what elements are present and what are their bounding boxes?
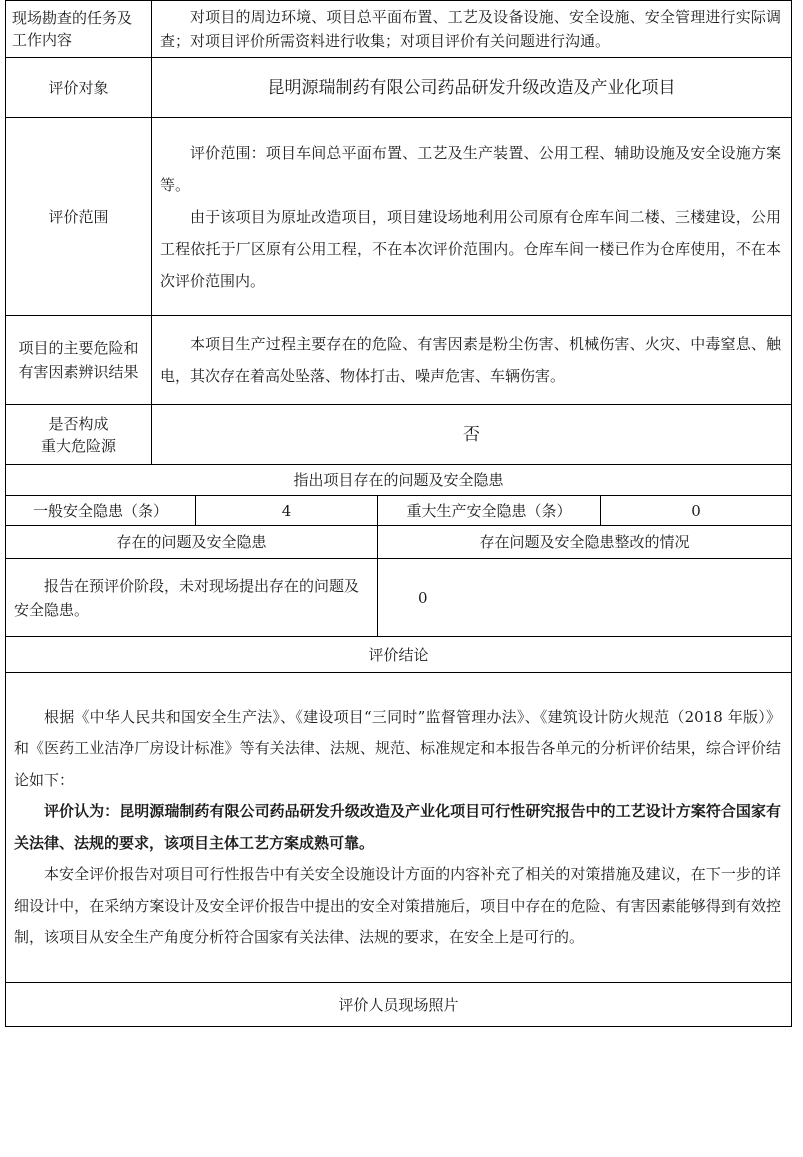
photos-header: 评价人员现场照片 — [6, 983, 792, 1027]
scope-paragraph-2: 由于该项目为原址改造项目，项目建设场地利用公司原有仓库车间二楼、三楼建设，公用工程依托于厂区原有公用工程，不在本次评价范围内。仓库车间一楼已作为仓库使用，不在本次评价范围内。 — [160, 207, 782, 290]
row-hazards — [6, 316, 792, 405]
task-text: 对项目的周边环境、项目总平面布置、工艺及设备设施、安全设施、安全管理进行实际调查；对项目评价所需资料进行收集；对项目评价有关问题进行沟通。 — [160, 8, 782, 50]
row-issue-columns — [6, 526, 792, 559]
row-task — [6, 1, 792, 58]
major-hazard-label-line2: 重大危险源 — [40, 436, 116, 455]
row-issue-details — [6, 559, 792, 637]
conclusion-body — [6, 673, 792, 983]
major-hazard-count-label: 重大生产安全隐患（条） — [378, 496, 601, 526]
row-conclusion-body — [6, 673, 792, 983]
task-label: 现场勘查的任务及工作内容 — [6, 1, 152, 58]
row-conclusion-header — [6, 637, 792, 673]
conclusion-paragraph-1: 根据《中华人民共和国安全生产法》、《建设项目“三同时”监督管理办法》、《建筑设计防火规范（2018 年版）》和《医药工业洁净厂房设计标准》等有关法律、法规、规范、标准规定和本报告各单元的分析评价结果，综合评价结论如下： — [14, 707, 782, 789]
row-issues-header — [6, 465, 792, 496]
issues-column-right-header: 存在问题及安全隐患整改的情况 — [378, 526, 792, 559]
issues-left-text: 报告在预评价阶段，未对现场提出存在的问题及安全隐患。 — [6, 559, 378, 637]
row-object — [6, 58, 792, 118]
major-hazard-content: 否 — [152, 405, 792, 465]
evaluation-table — [5, 0, 792, 1027]
object-content: 昆明源瑞制药有限公司药品研发升级改造及产业化项目 — [152, 58, 792, 118]
major-hazard-count: 0 — [601, 496, 792, 526]
scope-paragraph-1: 评价范围：项目车间总平面布置、工艺及生产装置、公用工程、辅助设施及安全设施方案等。 — [160, 143, 782, 194]
issues-right-text: 0 — [378, 559, 792, 637]
conclusion-paragraph-2: 评价认为：昆明源瑞制药有限公司药品研发升级改造及产业化项目可行性研究报告中的工艺设计方案符合国家有关法律、法规的要求，该项目主体工艺方案成熟可靠。 — [14, 802, 782, 852]
evaluation-form — [5, 0, 791, 1027]
general-hazard-count: 4 — [196, 496, 378, 526]
general-hazard-label: 一般安全隐患（条） — [6, 496, 196, 526]
row-issue-counts — [6, 496, 792, 526]
conclusion-header: 评价结论 — [6, 637, 792, 673]
scope-label: 评价范围 — [6, 118, 152, 316]
row-scope — [6, 118, 792, 316]
hazards-label: 项目的主要危险和有害因素辨识结果 — [6, 316, 152, 405]
conclusion-paragraph-3: 本安全评价报告对项目可行性报告中有关安全设施设计方面的内容补充了相关的对策措施及建议，在下一步的详细设计中，在采纳方案设计及安全评价报告中提出的安全对策措施后，项目中存在的危险、有害因素能够得到有效控制，该项目从安全生产角度分析符合国家有关法律、法规的要求，在安全上是可行的。 — [14, 865, 782, 946]
major-hazard-label-line1: 是否构成 — [48, 414, 109, 433]
row-major-hazard — [6, 405, 792, 465]
hazards-text: 本项目生产过程主要存在的危险、有害因素是粉尘伤害、机械伤害、火灾、中毒窒息、触电，其次存在着高处坠落、物体打击、噪声危害、车辆伤害。 — [160, 335, 782, 385]
major-hazard-label — [6, 405, 152, 465]
issues-header: 指出项目存在的问题及安全隐患 — [6, 465, 792, 496]
scope-content — [152, 118, 792, 316]
row-photos-header — [6, 983, 792, 1027]
task-content — [152, 1, 792, 58]
hazards-content — [152, 316, 792, 405]
issues-column-left-header: 存在的问题及安全隐患 — [6, 526, 378, 559]
object-label: 评价对象 — [6, 58, 152, 118]
